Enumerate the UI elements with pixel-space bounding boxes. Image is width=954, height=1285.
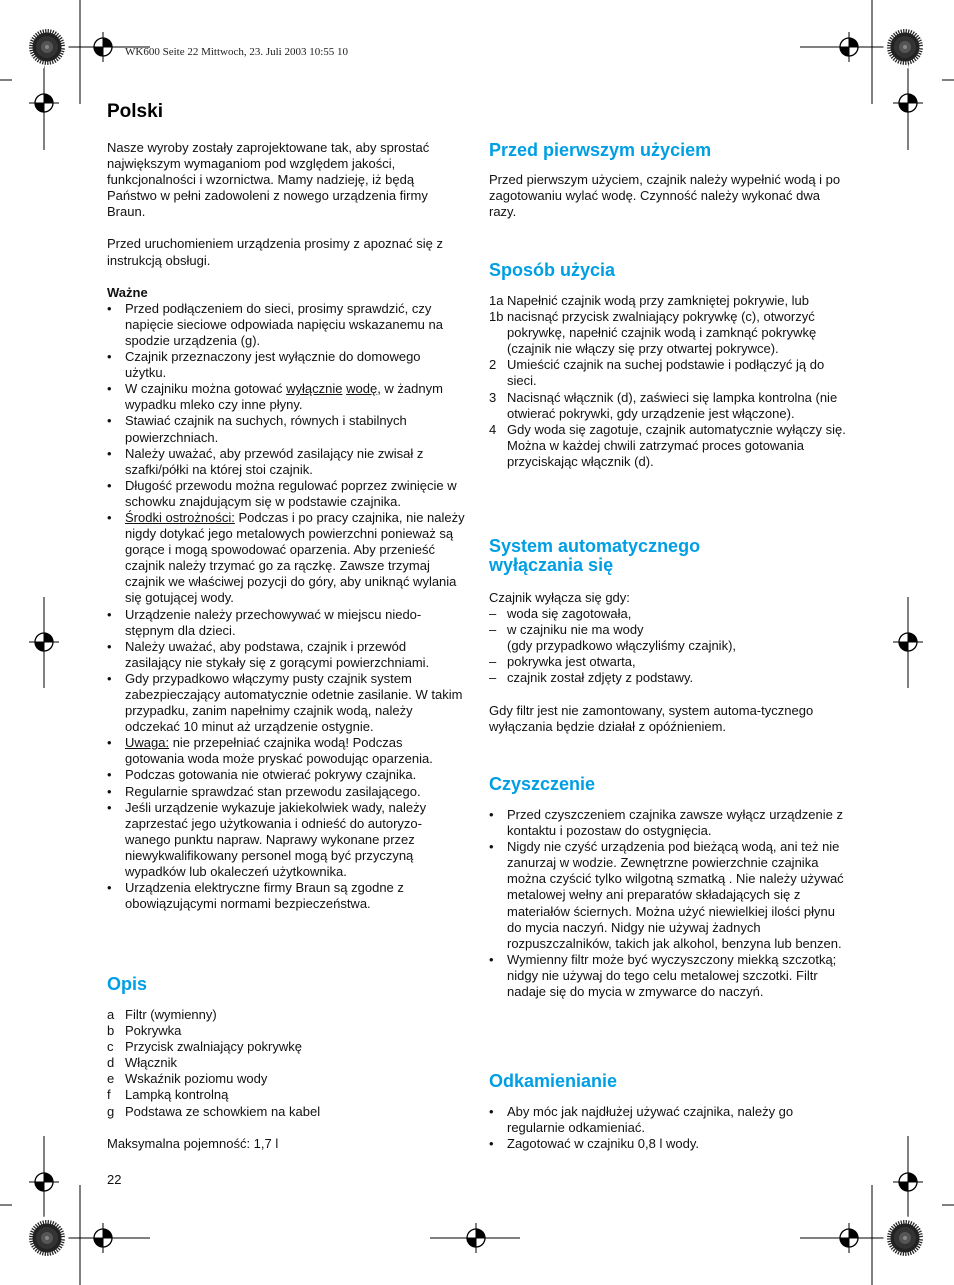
list-item: 1b nacisnąć przycisk zwalniający pokrywkę (c), otworzyć pokrywkę, napełnić czajnik wodą i zamknąć pokrywkę (czajnik nie włączy się przy otwartej pokrywce). [489,309,817,357]
list-item: • W czajniku można gotować wyłącznie wodę, w żadnym wypadku mleko czy inne płyny. [107,381,465,413]
list-item: a Filtr (wymienny) [107,1007,217,1022]
descaling-list [489,1104,847,1152]
list-item: • Podczas gotowania nie otwierać pokrywy czajnika. [107,767,465,783]
list-item: 3 Nacisnąć włącznik (d), zaświeci się lampka kontrolna (nie otwierać pokrywki, gdy urządzenie jest włączone). [489,389,838,421]
title-line: System automatycznego [489,536,701,556]
list-item: f Lampką kontrolną [107,1087,229,1103]
list-item: – woda się zagotowała, [489,606,632,622]
list-item: • Regularnie sprawdzać stan przewodu zasilającego. [107,784,465,800]
print-header: WK600 Seite 22 Mittwoch, 23. Juli 2003 10:55 10 [125,46,349,58]
title-line: wyłączania się [489,555,614,575]
first-use-text [489,172,847,220]
page-title: Polski [107,101,163,122]
list-item: • Jeśli urządzenie wykazuje jakiekolwiek wady, należy zaprzestać jego użytkowania i odnieść do autoryzo-wanego punktu napraw. Naprawy wykonane przez niewykwalifikowany personel mogą być przyczyną wypadków lub okaleczeń użytkownika. [107,800,465,880]
list-item: • Urządzenia elektryczne firmy Braun są zgodne z obowiązującymi normami bezpieczeństwa. [107,880,465,912]
important-heading: Ważne [107,284,148,300]
list-item: • Należy uważać, aby podstawa, czajnik i przewód zasilający nie stykały się z gorącymi powierzchniami. [107,639,465,671]
auto-off-text [489,590,847,735]
list-item: • Gdy przypadkowo włączymy pusty czajnik system zabezpieczający automatycznie odetnie zasilanie. W takim przypadku, zanim napełnimy czajnik wodą, należy odczekać 10 minut aż urządzenie ostygnie. [107,671,465,735]
page-number: 22 [107,1172,122,1187]
list-item: • Przed podłączeniem do sieci, prosimy sprawdzić, czy napięcie sieciowe odpowiada napięciu wskazanemu na spodzie urządzenia (g). [107,301,465,349]
list-item: • Środki ostrożności: Podczas i po pracy czajnika, nie należy nigdy dotykać jego metalowych powierzchni ponieważ są gorące i mogą spowodować oparzenia. Aby przenieść czajnik należy trzymać go za rączkę. Zawsze trzymaj czajnik we właściwej pozycji do góry, aby uniknąć wylania się gotującej wody. [107,510,465,607]
section-title-usage: Sposób użycia [489,260,616,280]
list-item: • Nigdy nie czyść urządzenia pod bieżącą wodą, ani też nie zanurzaj w wodzie. Zewnętrzne powierzchnie czajnika można czyścić tylko wilgotną szmatką . Nie należy używać metalowej wełny ani preparatów składających się z materiałów ściernych. Można użyć niewielkiej ilości płynu do mycia naczyń. Nidgy nie używaj żadnych rozpuszczalników, takich jak alkohol, benzyna lub benzen. [489,839,847,952]
paragraph: Przed pierwszym użyciem, czajnik należy wypełnić wodą i po zagotowaniu wylać wodę. Czynność należy wykonać dwa razy. [489,172,841,220]
capacity-text: Maksymalna pojemność: 1,7 l [107,1135,279,1151]
list-item: • Czajnik przeznaczony jest wyłącznie do domowego użytku. [107,349,465,381]
list-item: b Pokrywka [107,1023,182,1039]
paragraph: Gdy filtr jest nie zamontowany, system automa-tycznego wyłączania będzie działał z opóźnieniem. [489,702,814,734]
list-item: – pokrywka jest otwarta, [489,654,636,670]
list-item: 4 Gdy woda się zagotuje, czajnik automatycznie wyłączy się. Można w każdej chwili zatrzymać proces gotowania przyciskając włącznik (d). [489,421,846,469]
left-column [107,140,465,912]
paragraph: Czajnik wyłącza się gdy: [489,590,630,605]
section-title-auto-off [489,537,700,575]
usage-steps [489,293,847,470]
intro-paragraph: Nasze wyroby zostały zaprojektowane tak, aby sprostać największym wymaganiom pod względem jakości, funkcjonalności i wzornictwa. Mamy nadzieję, iż będą Państwo w pełni zadowoleni z nowego urządzenia firmy Braun. [107,140,430,220]
parts-list [107,1007,465,1152]
cleaning-list [489,807,847,1000]
list-item: • Stawiać czajnik na suchych, równych i stabilnych powierzchniach. [107,413,465,445]
list-item: – czajnik został zdjęty z podstawy. [489,670,694,686]
list-item: • Przed czyszczeniem czajnika zawsze wyłącz urządzenie z kontaktu i pozostaw do ostygnięcia. [489,807,847,839]
list-item: • Zagotować w czajniku 0,8 l wody. [489,1136,847,1152]
list-item: • Długość przewodu można regulować poprzez zwinięcie w schowku znajdującym się w podstawie czajnika. [107,478,465,510]
list-item: • Uwaga: nie przepełniać czajnika wodą! Podczas gotowania woda może pryskać powodując oparzenia. [107,735,465,767]
list-item: 2 Umieścić czajnik na suchej podstawie i podłączyć ją do sieci. [489,357,825,389]
section-title-cleaning: Czyszczenie [489,774,596,794]
section-title-opis: Opis [107,974,148,994]
list-item: e Wskaźnik poziomu wody [107,1071,268,1087]
list-item: d Włącznik [107,1055,178,1071]
section-title-first-use: Przed pierwszym użyciem [489,140,712,160]
list-item: • Wymienny filtr może być wyczyszczony miekką szczotką; nidgy nie używaj do tego celu metalowej szczotki. Filtr nadaje się do mycia w zmywarce do naczyń. [489,952,847,1000]
list-item: c Przycisk zwalniający pokrywkę [107,1039,302,1055]
list-item: • Urządzenie należy przechowywać w miejscu niedo-stępnym dla dzieci. [107,607,465,639]
intro-paragraph-2: Przed uruchomieniem urządzenia prosimy z apoznać się z instrukcją obsługi. [107,236,443,268]
list-item: g Podstawa ze schowkiem na kabel [107,1103,321,1119]
list-item: 1a Napełnić czajnik wodą przy zamkniętej pokrywie, lub [489,293,810,308]
list-item: • Aby móc jak najdłużej używać czajnika, należy go regularnie odkamieniać. [489,1104,847,1136]
section-title-descaling: Odkamienianie [489,1071,618,1091]
list-item: • Należy uważać, aby przewód zasilający nie zwisał z szafki/półki na której stoi czajnik. [107,446,465,478]
list-item: – w czajniku nie ma wody (gdy przypadkowo włączyliśmy czajnik), [489,622,737,654]
